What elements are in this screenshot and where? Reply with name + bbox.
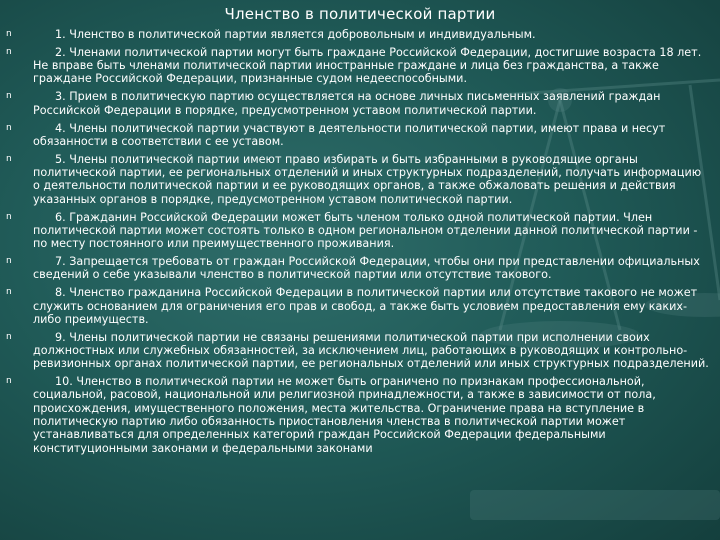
bullet-marker: n — [6, 287, 12, 298]
list-item — [0, 153, 720, 206]
bullet-marker: n — [6, 376, 12, 387]
list-item-text: 9. Члены политической партии не связаны решениями политической партии при исполнении своих должностных или служебных обязанностей, за исключением лиц, работающих в руководящих и контрольно-ревизионных органах политической партии, ее региональных отделений или иных структурных подразделений. — [33, 330, 709, 371]
bullet-marker: n — [6, 29, 12, 39]
list-item — [0, 211, 720, 251]
list-item — [0, 90, 720, 117]
list-item-text: 3. Прием в политическую партию осуществляется на основе личных письменных заявлений граждан Российской Федерации в порядке, предусмотренном уставом политической партии. — [33, 90, 661, 117]
list-item-text: 8. Членство гражданина Российской Федерации в политической партии или отсутствие такового не может служить основанием для ограничения его прав и свобод, а также быть условием предоставления ему каких-либо преимуществ. — [33, 286, 698, 326]
list-item-text: 7. Запрещается требовать от граждан Российской Федерации, чтобы они при представлении официальных сведений о себе указывали членство в политической партии или отсутствие такового. — [33, 255, 700, 282]
membership-rules-list — [0, 28, 720, 460]
list-item-text: 1. Членство в политической партии является добровольным и индивидуальным. — [55, 28, 536, 41]
list-item — [0, 122, 720, 149]
bullet-marker: n — [6, 153, 12, 164]
bullet-marker: n — [6, 256, 12, 267]
list-item-text: 4. Члены политической партии участвуют в деятельности политической партии, имеют права и несут обязанности в соответствии с ее уставом. — [33, 121, 666, 148]
list-item-text: 10. Членство в политической партии не может быть ограничено по признакам профессиональной, социальной, расовой, национальной или религиозной принадлежности, а также в зависимости от пола, происхождения, имущественного положения, места жительства. Ограничение права на вступление в политическую партию либо обязанность приостановления членства в политической партии может устанавливаться для определенных категорий граждан Российской Федерации федеральными конституционными законами и федеральными законами — [33, 375, 656, 455]
bullet-marker: n — [6, 122, 12, 133]
list-item — [0, 28, 720, 41]
bullet-marker: n — [6, 91, 12, 102]
slide-title: Членство в политической партии — [224, 5, 496, 23]
bullet-marker: n — [6, 46, 12, 57]
bullet-marker: n — [6, 211, 12, 222]
list-item — [0, 46, 720, 86]
list-item-text: 5. Члены политической партии имеют право избирать и быть избранными в руководящие органы политической партии, ее региональных отделений и иных структурных подразделений, получать информацию о деятельности политической партии и ее руководящих органов, а также обжаловать решения и действия указанных органов в порядке, предусмотренном уставом политической партии. — [33, 152, 702, 206]
list-item — [0, 255, 720, 282]
list-item-text: 2. Членами политической партии могут быть граждане Российской Федерации, достигшие возраста 18 лет. Не вправе быть членами политической партии иностранные граждане и лица без гражданства, а также граждане Российской Федерации, признанные судом недееспособными. — [33, 45, 702, 86]
list-item-text: 6. Гражданин Российской Федерации может быть членом только одной политической партии. Член политической партии может состоять только в одном региональном отделении данной политической партии - по месту постоянного или преимущественного проживания. — [33, 210, 698, 251]
list-item — [0, 375, 720, 455]
list-item — [0, 286, 720, 326]
bullet-marker: n — [6, 331, 12, 342]
list-item — [0, 331, 720, 371]
